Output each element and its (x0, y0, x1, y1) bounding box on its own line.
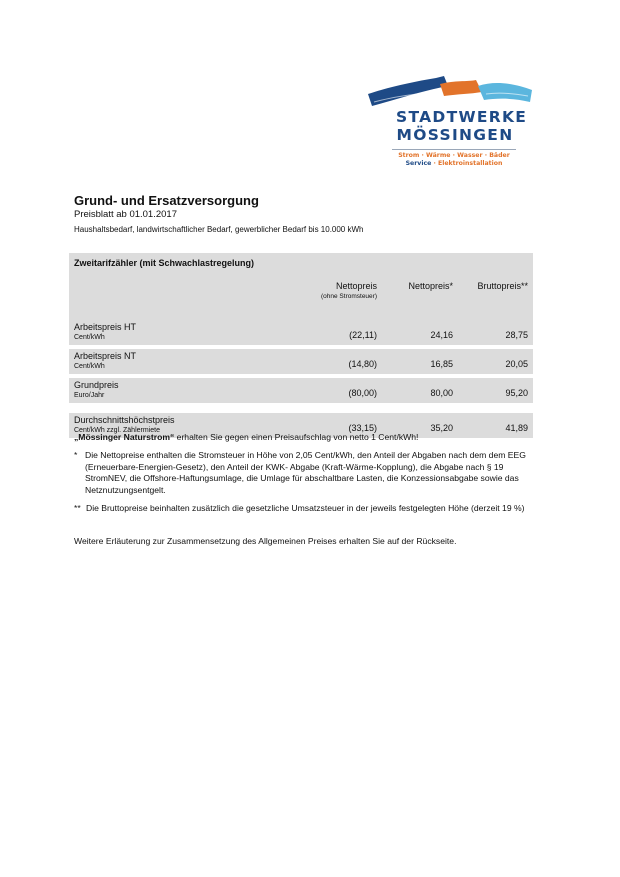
footnote-text: Die Bruttopreise beinhalten zusätzlich die gesetzliche Umsatzsteuer in der jeweils festgelegten Höhe (derzeit 19 %) (86, 503, 525, 513)
cell-net-excl: (22,11) (349, 330, 377, 340)
page-title: Grund- und Ersatzversorgung (74, 193, 259, 208)
cell-net: 35,20 (430, 423, 453, 433)
table-header (69, 253, 533, 320)
col-header-net-excl (321, 281, 377, 300)
footnote-text: Die Nettopreise enthalten die Stromsteuer in Höhe von 2,05 Cent/kWh, den Anteil der Abgaben nach dem dem EEG (Erneuerbare-Energien-Gesetz), den Anteil der KWK- Abgabe (Kraft-Wärme-Kopplung), die Abgabe nach § 19 StromNEV, die Offshore-Haftungsumlage, die Umlage für abschaltbare Lasten, die Konzessionsabgabe sowie das Netznutzungsentgelt. (85, 450, 526, 495)
row-label: Arbeitspreis NT (74, 351, 137, 361)
row-unit: Euro/Jahr (74, 392, 105, 399)
row-label: Grundpreis (74, 380, 119, 390)
cell-gross: 41,89 (505, 423, 528, 433)
logo-tagline-service-b: · Elektroinstallation (431, 160, 503, 167)
row-unit: Cent/kWh zzgl. Zählermiete (74, 427, 160, 434)
row-unit: Cent/kWh (74, 363, 105, 370)
footnote-mark: * (74, 450, 78, 460)
page-subtitle: Preisblatt ab 01.01.2017 (74, 209, 177, 220)
table-row (69, 349, 533, 374)
cell-gross: 95,20 (505, 388, 528, 398)
footnote-net (74, 450, 544, 496)
cell-gross: 28,75 (505, 330, 528, 340)
row-label: Arbeitspreis HT (74, 322, 137, 332)
naturstrom-name: „Mössinger Naturstrom“ (74, 432, 175, 442)
logo-text-line1: STADTWERKE (396, 108, 528, 126)
cell-gross: 20,05 (505, 359, 528, 369)
naturstrom-note (74, 432, 418, 442)
col-header-net: Nettopreis* (408, 281, 453, 291)
table-section-title: Zweitarifzähler (mit Schwachlastregelung) (74, 258, 255, 268)
cell-net: 24,16 (430, 330, 453, 340)
scope-text: Haushaltsbedarf, landwirtschaftlicher Bedarf, gewerblicher Bedarf bis 10.000 kWh (74, 225, 364, 234)
company-logo (366, 72, 536, 172)
price-table (69, 253, 533, 438)
cell-net: 80,00 (430, 388, 453, 398)
cell-net-excl: (14,80) (348, 359, 377, 369)
cell-net-excl: (33,15) (348, 423, 377, 433)
cell-net-excl: (80,00) (348, 388, 377, 398)
closing-text: Weitere Erläuterung zur Zusammensetzung des Allgemeinen Preises erhalten Sie auf der Rückseite. (74, 536, 457, 546)
row-spacer (69, 403, 533, 413)
col-header-gross: Bruttopreis** (477, 281, 528, 291)
cell-net: 16,85 (430, 359, 453, 369)
logo-tagline-service (392, 160, 516, 167)
col-header-net-excl-label: Nettopreis (335, 281, 377, 291)
naturstrom-text: erhalten Sie gegen einen Preisaufschlag von netto 1 Cent/kWh! (174, 432, 419, 442)
footnote-mark: ** (74, 503, 81, 513)
row-label: Durchschnittshöchstpreis (74, 415, 175, 425)
logo-text-line2: MÖSSINGEN (396, 126, 514, 144)
footnote-gross (74, 503, 544, 515)
logo-tagline: Strom · Wärme · Wasser · Bäder (398, 152, 510, 159)
row-unit: Cent/kWh (74, 334, 105, 341)
table-row (69, 378, 533, 403)
logo-divider (392, 149, 516, 150)
logo-brush-strokes (366, 72, 536, 112)
table-row (69, 320, 533, 345)
logo-tagline-service-a: Service (405, 160, 432, 167)
col-header-net-excl-note: (ohne Stromsteuer) (321, 293, 377, 300)
